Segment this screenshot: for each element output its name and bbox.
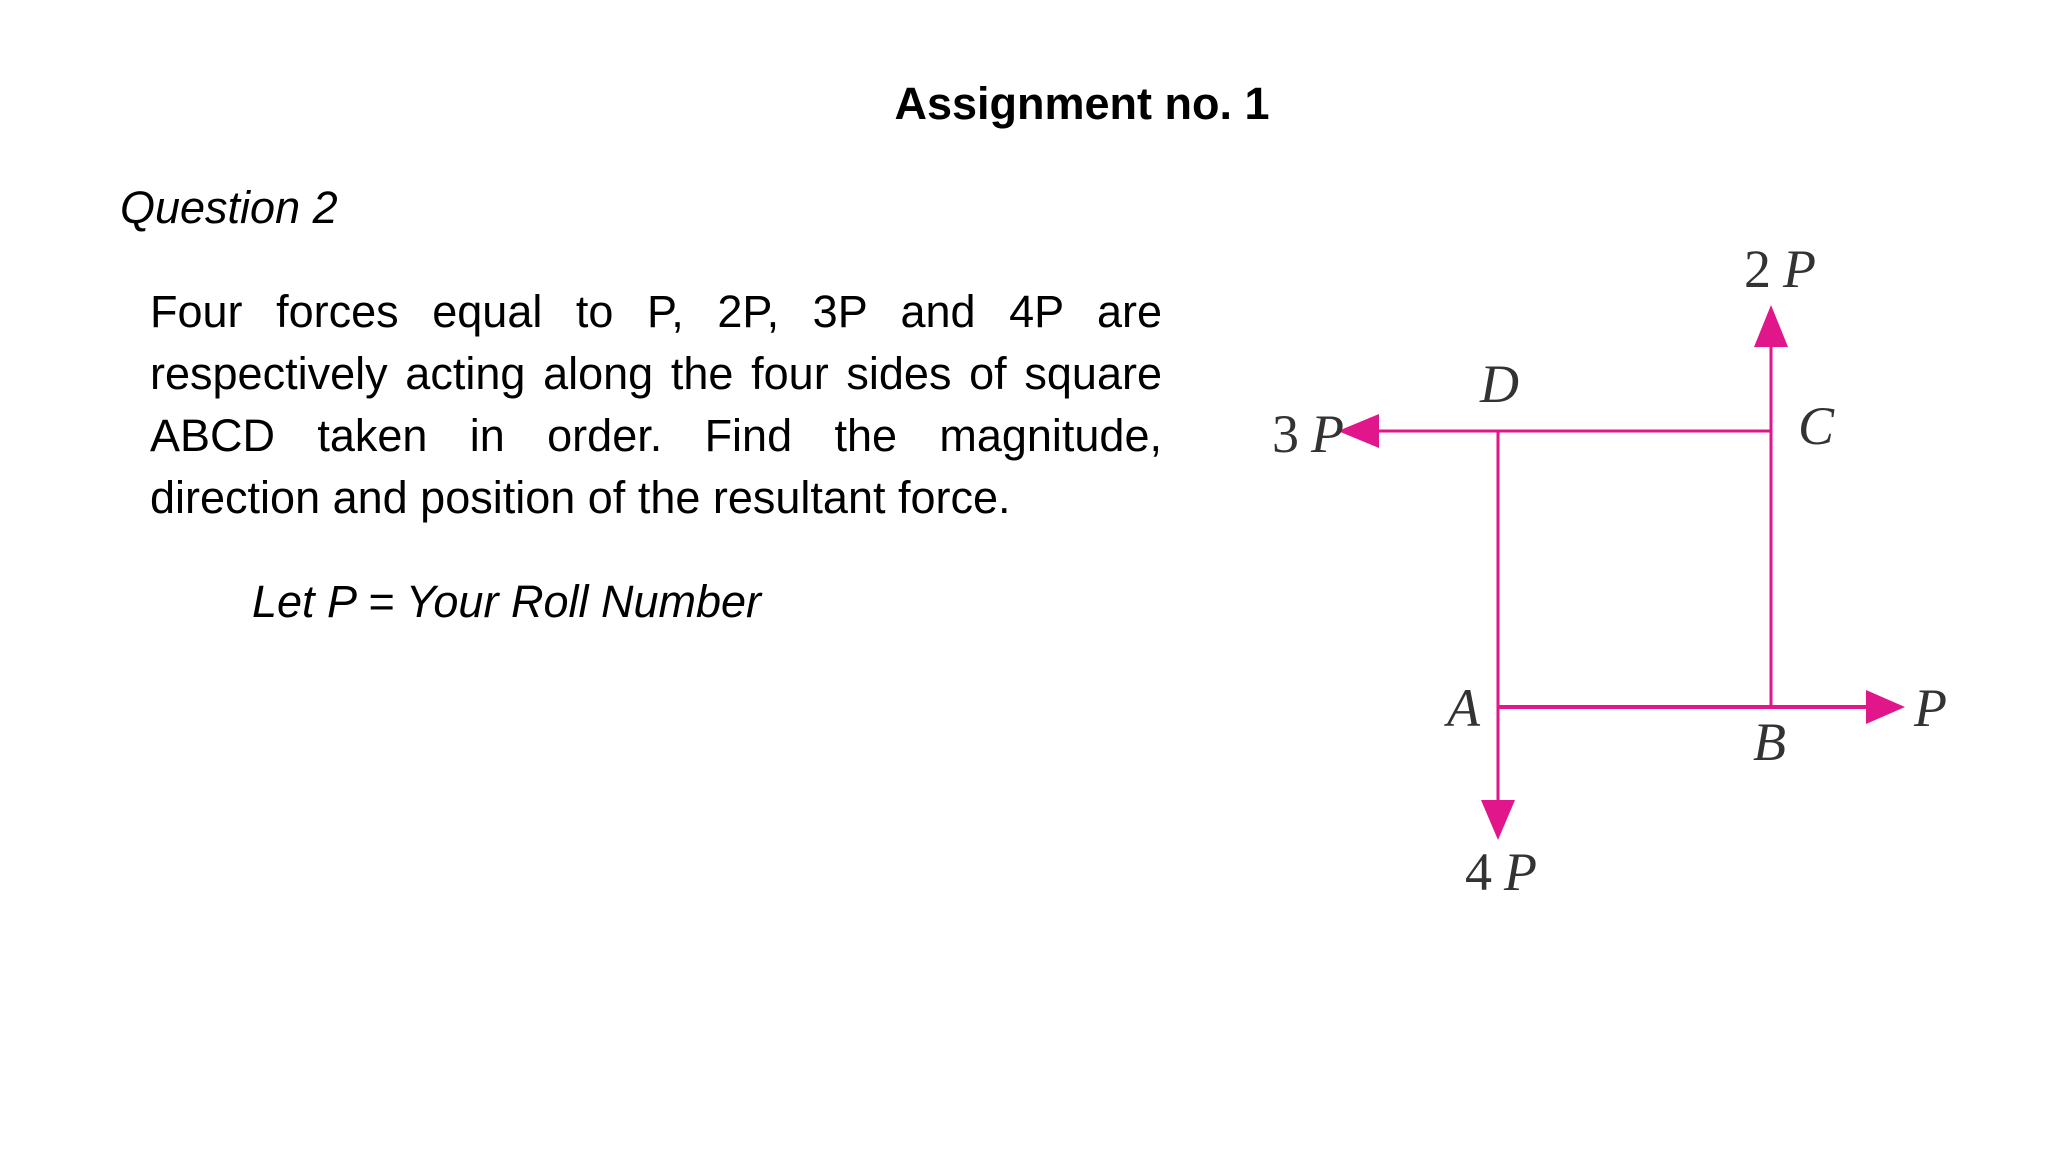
force-label-p: P [1914,678,1947,738]
slide-title: Assignment no. 1 [894,78,1270,129]
force-4p-arrowhead [1481,800,1515,840]
force-2p-arrowhead [1754,305,1788,347]
roll-number-note: Let P = Your Roll Number [252,576,762,627]
force-label-4p: 4 P [1465,842,1537,902]
force-label-2p: 2 P [1744,239,1816,299]
vertex-label-c: C [1798,396,1835,456]
force-label-3p: 3 P [1272,404,1344,464]
force-diagram [1240,220,2040,920]
vertex-label-b: B [1753,712,1786,772]
question-text: Four forces equal to P, 2P, 3P and 4P are respectively acting along the four sides of square ABCD taken in order. Find the magnitude, direction and position of the resultant force. [150,286,1162,523]
force-3p-arrowhead [1338,414,1379,448]
vertex-label-a: A [1447,678,1480,738]
question-label: Question 2 [120,182,338,233]
vertex-label-d: D [1480,354,1519,414]
force-p-arrowhead [1866,690,1905,724]
